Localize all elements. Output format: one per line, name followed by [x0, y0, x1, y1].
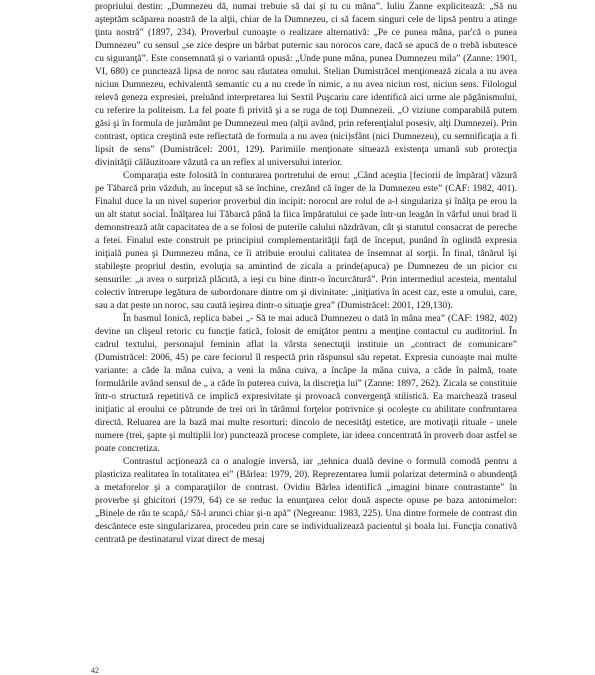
- page-number: 42: [91, 666, 99, 675]
- page-text: [95, 0, 517, 546]
- paragraph-1: propriului destin: „Dumnezeu dă, numai trebuie să dai şi tu cu mâna”. Iuliu Zanne explicitează: „Să nu aşteptăm scăparea noastră de la alţii, chiar de la Dumnezeu, ci să facem singuri cele de lipsă pentru a atinge ţinta nostră” (1897, 234). Proverbul cunoaşte o realizare alternativă: „Pe ce punea mâna, par'că o punea Dumnezeu” cu sensul „se zice despre un bărbat puternic sau norocos care, dacă se apucă de o trebă isbutesce cu siguranţă”. Este consemnată şi o variantă opusă: „Unde pune mâna, punea Dumnezeu mila” (Zanne: 1901, VI, 680) ce punctează lipsa de noroc sau răutatea omului. Stelian Dumistrăcel menţionează zicala a nu avea niciun Dumnezeu, echivalentă semantic cu a nu crede în nimic, a nu avea niciun rost, niciun sens. Filologul relevă geneza expresiei, preluând interpretarea lui Sextil Puşcariu care identifică aici urme ale păgânismului, cu referire la politeism. La fel poate fi privită şi a se ruga de toţi Dumnezeii. „O viziune comparabilă putem găsi şi în formula de jurământ pe Dumnezeul meu (alţii având, prin referenţialul posesiv, alţi Dumnezei). Prin contrast, optica creştină este reflectată de formula a nu avea (nici)sfânt (nici Dumnezeu), cu semnificaţia a fi lipsit de sens” (Dumistrăcel: 2001, 129). Parimiile menţionate situează existenţa umană sub protecţia divinităţii călăuzitoare văzută ca un reflex al universului interior.: [95, 1, 517, 168]
- paragraph-2: Comparaţia este folosită în conturarea portretului de erou: „Când aceştia [feciorii de împărat] văzură pe Tăbarcă prin văzduh, au început să se închine, crezând că înger de la Dumnezeu este” (CAF: 1982, 401). Finalul duce la un nivel superior proverbul din incipit: norocul are rolul de a-l singulariza şi înălţa pe erou la un alt statut social. Înălţarea lui Tăbarcă până la fiica împăratului ce şade într-un leagăn în vârful unui brad îi demonstrează atât capacitatea de a se folosi de puterile calului năzdrăvan, cât şi statutul consacrat de pereche a fetei. Finalul este construit pe principiul complementarităţii faţă de început, punând în oglindă expresia iniţială punea şi Dumnezeu mâna, ce îi atribuie eroului calitatea de însemnat al sorţii. În final, tânărul îşi stabileşte propriul destin, evoluţia sa amintind de zicala a prinde(apuca) pe Dumnezeu de un picior cu sensurile: „a avea o surpriză plăcută, a ieşi cu bine dintr-o încurcătură”. Prin intermediul acesteia, mentalul colectiv întrerupe legătura de subordonare dintre om şi divinitate: „iniţiativa în acest caz, este a omului, care, sau a dat peste un noroc, sau caută ieşirea dintr-o situaţie grea” (Dumistrăcel: 2001, 129,130).: [95, 170, 517, 311]
- paragraph-3: În basmul Ionică, replica babei „- Să te mai aducă Dumnezeu o dată în mâna mea” (CAF: 1982, 402) devine un clişeul retoric cu funcţie fatică, folosit de emiţător pentru a menţine contactul cu auditoriul. În cadrul textului, personajul feminin aflat la vârsta senectuţii instituie un „contract de comunicare” (Dumistrăcel: 2006, 45) pe care feciorul îl respectă prin răspunsul său repetat. Expresia cunoaşte mai multe variante: a căde la mâna cuiva, a veni la mâna cuiva, a încăpe la mâna cuiva, a căde în palmă, toate formulările având sensul de „ a căde în puterea cuiva, la discreţia lui” (Zanne: 1897, 262). Zicala se constituie într-o structură repetitivă ce implică expresivitate şi provoacă convergenţă stilistică. Ea marchează traseul iniţiatic al eroului ce pătrunde de trei ori în tărâmul forţelor potrivnice şi ocoleşte cu abilitate confruntarea directă. Reluarea are la bază mai multe resorturi: dincolo de necesităţi estetice, are motivaţii rituale - unele numere (trei, şapte şi multiplii lor) punctează procese complete, iar ideea concentrată în proverb doar astfel se poate concretiza.: [95, 313, 517, 454]
- paragraph-4: Contrastul acţionează ca o analogie inversă, iar „tehnica duală devine o formulă comodă pentru a plasticiza realitatea în totalitatea ei” (Bârlea: 1979, 20). Reprezentarea lumii polarizat determină o abundenţă a metaforelor şi a comparaţiilor de contrast. Ovidiu Bârlea identifică „imagini binare contrastante” în proverbe şi ghicitori (1979, 64) ce se reduc la enunţarea celor două aspecte opuse pe baza antonimelor: „Binele de rău te scapă,/ Să-l arunci chiar şi-n apă” (Negreanu: 1983, 225). Una dintre formele de contrast din descântece este singularizarea, procedeu prin care se individualizează pacientul şi boala lui. Funcţia conativă centrată pe destinatarul vizat direct de mesaj: [95, 456, 517, 545]
